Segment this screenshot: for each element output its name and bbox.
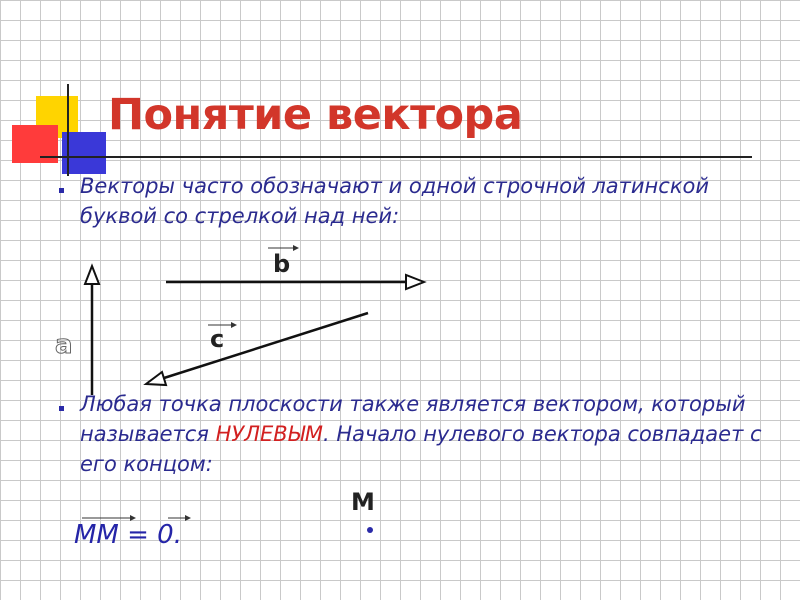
label-c: c xyxy=(210,325,225,353)
point-m-dot xyxy=(367,527,373,533)
label-b: b xyxy=(273,250,291,278)
vector-b xyxy=(166,275,424,289)
vector-c xyxy=(146,313,368,385)
vector-a xyxy=(85,266,99,395)
paragraph-2-text-start: Любая точка плоскости также является вектором, который называется xyxy=(80,392,746,446)
slide-title: Понятие вектора xyxy=(108,90,523,140)
zero-vector-formula: MM = 0. xyxy=(74,520,182,550)
label-a: a xyxy=(55,330,73,360)
zero-vector-term: НУЛЕВЫМ xyxy=(215,422,323,446)
paragraph-1: Векторы часто обозначают и одной строчной латинской буквой со стрелкой над ней: xyxy=(80,174,710,228)
point-m-label: M xyxy=(351,488,375,516)
paragraph-2-text-end: . Начало нулевого вектора совпадает с его концом: xyxy=(80,422,762,476)
